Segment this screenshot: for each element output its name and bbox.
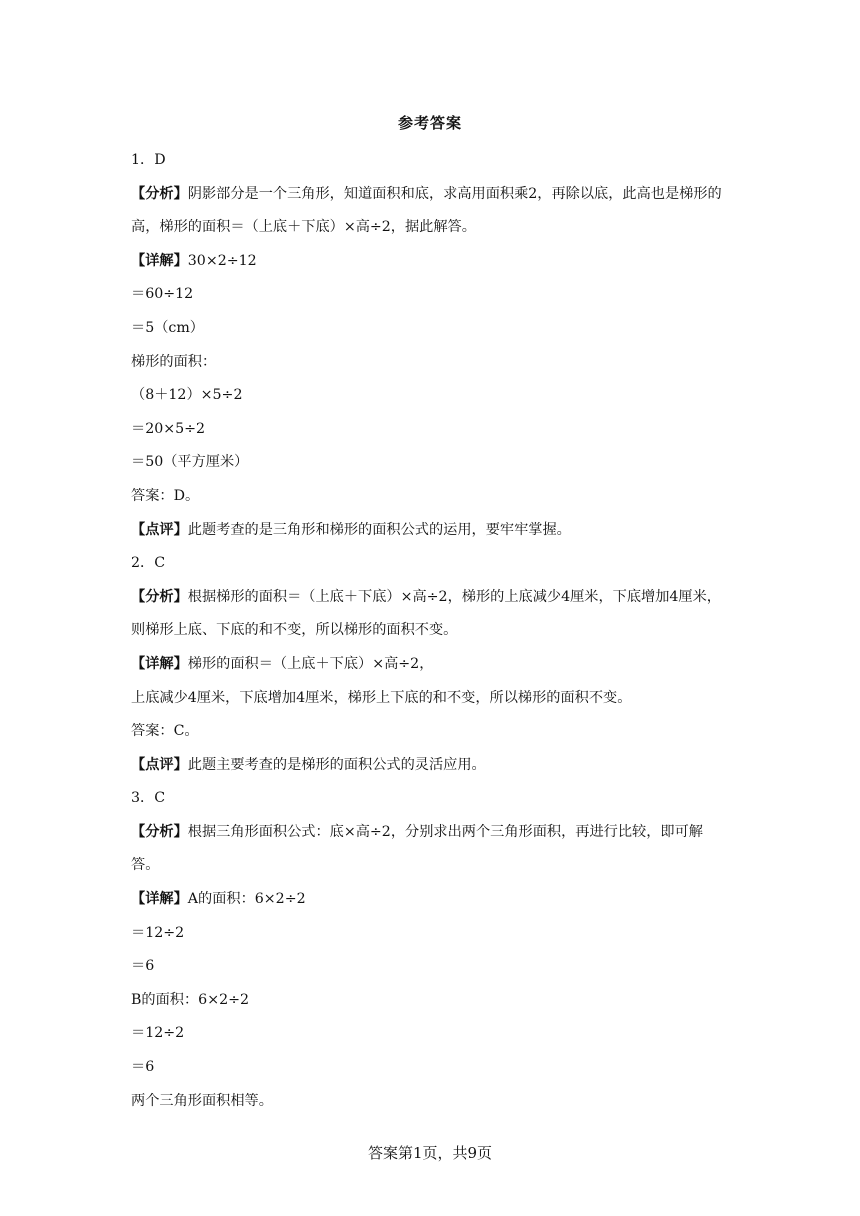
question-1-step: ＝50（平方厘米） xyxy=(131,454,249,471)
detail-tag: 【详解】 xyxy=(131,655,188,672)
question-1-number: 1．D xyxy=(131,152,166,168)
question-1-step: 梯形的面积： xyxy=(131,353,217,370)
answer-content xyxy=(131,144,731,1118)
question-2-analysis xyxy=(131,581,731,648)
question-2-number: 2．C xyxy=(131,555,166,572)
question-1-step: 答案：D。 xyxy=(131,487,200,504)
question-2-step: 上底减少4厘米，下底增加4厘米，梯形上下底的和不变，所以梯形的面积不变。 xyxy=(131,689,632,706)
question-1-step: （8＋12）×5÷2 xyxy=(131,387,243,404)
question-3-step: ＝12÷2 xyxy=(131,924,185,941)
analysis-tag: 【分析】 xyxy=(131,185,188,202)
detail-text: A的面积：6×2÷2 xyxy=(187,891,306,908)
comment-tag: 【点评】 xyxy=(131,521,188,538)
analysis-text: 根据梯形的面积＝（上底＋下底）×高÷2，梯形的上底减少4厘米，下底增加4厘米，则梯形上底、下底的和不变，所以梯形的面积不变。 xyxy=(131,588,721,639)
question-3-step: 两个三角形面积相等。 xyxy=(131,1092,273,1109)
question-1-comment xyxy=(131,514,731,548)
comment-text: 此题考查的是三角形和梯形的面积公式的运用，要牢牢掌握。 xyxy=(187,521,571,538)
question-3-step: ＝6 xyxy=(131,1059,155,1076)
analysis-text: 根据三角形面积公式：底×高÷2，分别求出两个三角形面积，再进行比较，即可解答。 xyxy=(131,823,703,874)
detail-tag: 【详解】 xyxy=(131,891,188,908)
question-3-step: ＝12÷2 xyxy=(131,1025,185,1042)
comment-text: 此题主要考查的是梯形的面积公式的灵活应用。 xyxy=(187,756,486,773)
question-2-step: 答案：C。 xyxy=(131,723,199,740)
page-title: 参考答案 xyxy=(397,114,462,132)
comment-tag: 【点评】 xyxy=(131,756,188,773)
question-1-step: ＝20×5÷2 xyxy=(131,420,206,437)
question-3-analysis xyxy=(131,816,731,883)
question-2-comment xyxy=(131,749,731,783)
question-1-step: ＝60÷12 xyxy=(131,286,194,303)
question-1-detail xyxy=(131,245,731,279)
question-3-number: 3．C xyxy=(131,790,166,807)
detail-text: 梯形的面积＝（上底＋下底）×高÷2， xyxy=(187,655,434,672)
question-1-analysis xyxy=(131,178,731,245)
detail-text: 30×2÷12 xyxy=(187,252,257,269)
analysis-text: 阴影部分是一个三角形，知道面积和底，求高用面积乘2，再除以底，此高也是梯形的高，梯形的面积＝（上底＋下底）×高÷2，据此解答。 xyxy=(131,185,722,236)
question-1-step: ＝5（cm） xyxy=(131,319,204,336)
question-3-detail xyxy=(131,883,731,917)
question-3-step: B的面积：6×2÷2 xyxy=(131,991,250,1008)
page-footer: 答案第1页，共9页 xyxy=(367,1144,493,1162)
question-2-detail xyxy=(131,648,731,682)
analysis-tag: 【分析】 xyxy=(131,823,188,840)
analysis-tag: 【分析】 xyxy=(131,588,188,605)
question-3-step: ＝6 xyxy=(131,958,155,975)
detail-tag: 【详解】 xyxy=(131,252,188,269)
